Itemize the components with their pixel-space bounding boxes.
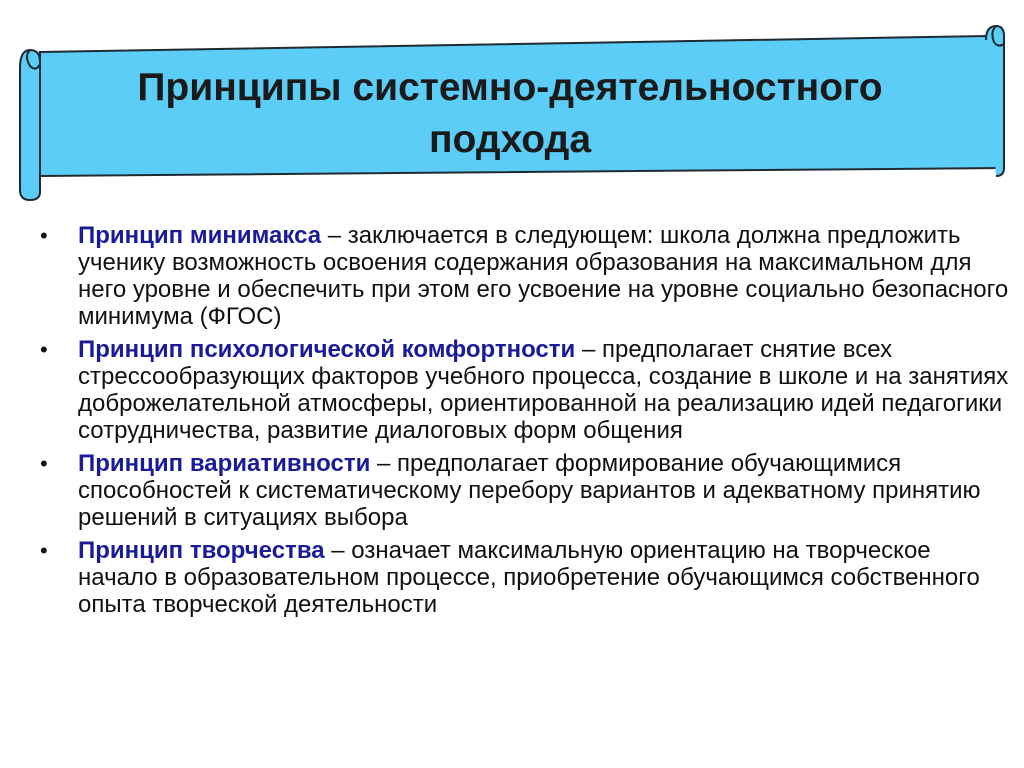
principle-description: – означает максимальную ориентацию на творческое начало в образовательном процессе, приобретение обучающимся собственного опыта творческой деятельности [78, 537, 980, 618]
principle-description: – заключается в следующем: школа должна предложить ученику возможность освоения содержания образования на максимальном для него уровне и обеспечить при этом его усвоение на уровне социально безопасного минимума (ФГОС) [78, 222, 1009, 330]
principles-list [40, 222, 1015, 624]
scroll-left-curl [20, 50, 40, 200]
slide-title: Принципы системно-деятельностного подхода [137, 66, 883, 161]
bullet-icon: • [40, 538, 48, 563]
principle-term: Принцип творчества [78, 537, 325, 564]
bullet-icon: • [40, 451, 48, 476]
principle-item-variability [40, 450, 1015, 531]
principle-term: Принцип минимакса [78, 222, 322, 249]
principle-description: – предполагает снятие всех стрессообразующих факторов учебного процесса, создание в школе и на занятиях доброжелательной атмосферы, ориентированной на реализацию идей педагогики сотрудничества, развитие диалоговых форм общения [78, 336, 1009, 444]
principle-item-creativity [40, 537, 1015, 618]
principle-item-minimax [40, 222, 1015, 330]
principle-term: Принцип психологической комфортности [78, 336, 576, 363]
principle-item-psych-comfort [40, 336, 1015, 444]
bullet-icon: • [40, 337, 48, 362]
principle-description: – предполагает формирование обучающимися способностей к систематическому перебору вариантов и адекватному принятию решений в ситуациях выбора [78, 450, 981, 531]
bullet-icon: • [40, 223, 48, 248]
principle-term: Принцип вариативности [78, 450, 371, 477]
